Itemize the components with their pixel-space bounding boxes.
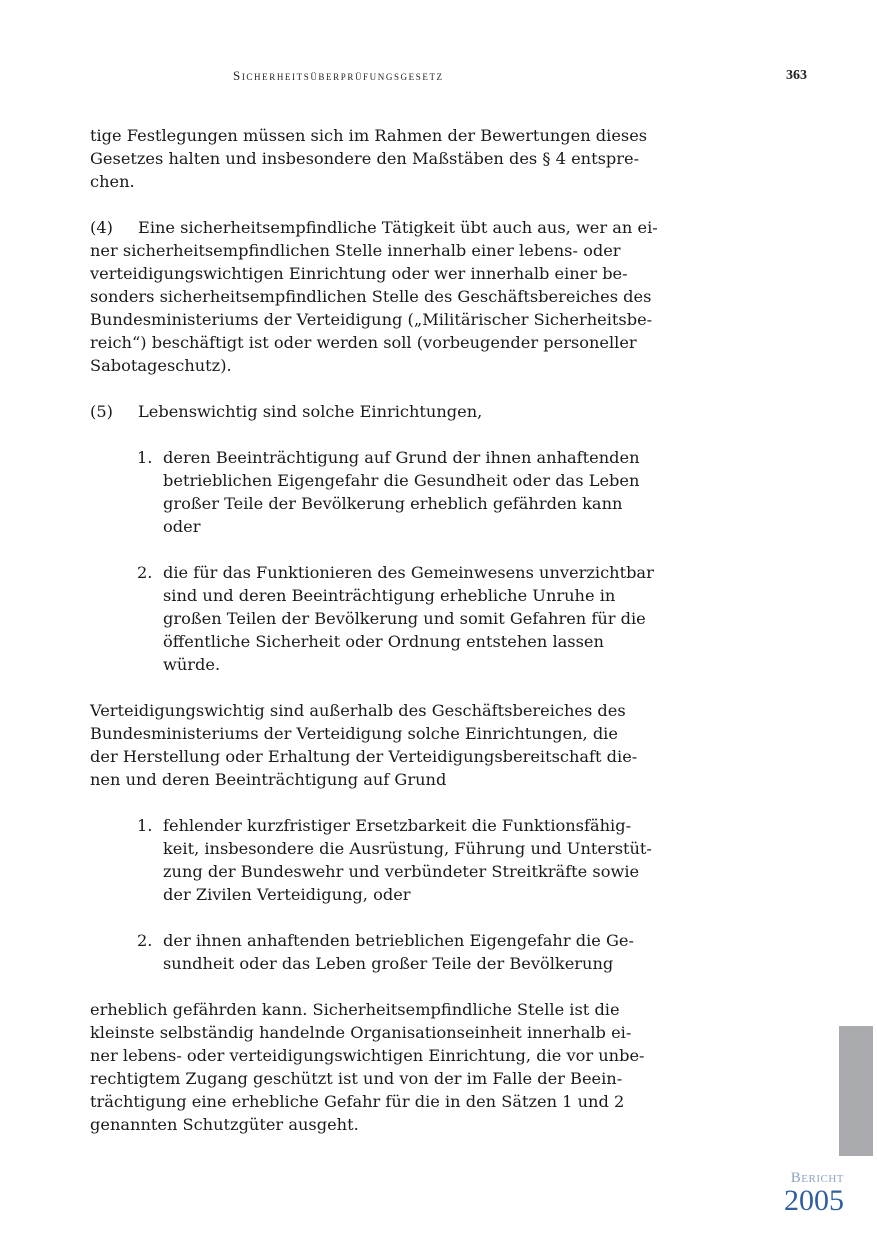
text-line: öffentliche Sicherheit oder Ordnung entstehen lassen xyxy=(163,632,604,651)
text-line: betrieblichen Eigengefahr die Gesundheit oder das Leben xyxy=(163,471,640,490)
paragraph-defence xyxy=(90,699,650,791)
list-item-number: 2. xyxy=(137,563,153,582)
text-line: fehlender kurzfristiger Ersetzbarkeit die Funktionsfähig- xyxy=(163,816,632,835)
text-line: rechtigtem Zugang geschützt ist und von der im Falle der Beein- xyxy=(90,1069,623,1088)
text-line: der Herstellung oder Erhaltung der Verteidigungsbereitschaft die- xyxy=(90,747,638,766)
text-line: oder xyxy=(163,517,201,536)
text-line: chen. xyxy=(90,172,135,191)
text-line: die für das Funktionieren des Gemeinwesens unverzichtbar xyxy=(163,563,654,582)
report-label: Bericht xyxy=(790,1170,844,1186)
text-line: würde. xyxy=(163,655,221,674)
text-line: Lebenswichtig sind solche Einrichtungen, xyxy=(138,402,483,421)
text-line: Verteidigungswichtig sind außerhalb des Geschäftsbereiches des xyxy=(90,701,626,720)
text-line: tige Festlegungen müssen sich im Rahmen der Bewertungen dieses xyxy=(90,126,648,145)
text-line: nen und deren Beeinträchtigung auf Grund xyxy=(90,770,447,789)
list-item xyxy=(90,446,650,538)
text-line: Eine sicherheitsempfindliche Tätigkeit übt auch aus, wer an ei- xyxy=(138,218,658,237)
text-line: Bundesministeriums der Verteidigung („Militärischer Sicherheitsbe- xyxy=(90,310,653,329)
list-item-number: 1. xyxy=(137,448,153,467)
text-line: Bundesministeriums der Verteidigung solche Einrichtungen, die xyxy=(90,724,618,743)
list-item xyxy=(90,929,650,975)
page-number: 363 xyxy=(786,68,807,83)
paragraph-sensitive-area xyxy=(90,998,650,1136)
text-line: Gesetzes halten und insbesondere den Maßstäben des § 4 entspre- xyxy=(90,149,640,168)
text-line: keit, insbesondere die Ausrüstung, Führung und Unterstüt- xyxy=(163,839,652,858)
report-year: 2005 xyxy=(784,1184,844,1217)
text-line: großer Teile der Bevölkerung erheblich gefährden kann xyxy=(163,494,623,513)
text-line: ner sicherheitsempfindlichen Stelle innerhalb einer lebens- oder xyxy=(90,241,621,260)
paragraph-continuation xyxy=(90,124,650,193)
paragraph-label: (4) xyxy=(90,218,113,237)
list-item xyxy=(90,561,654,676)
text-line: sind und deren Beeinträchtigung erhebliche Unruhe in xyxy=(163,586,616,605)
text-line: verteidigungswichtigen Einrichtung oder wer innerhalb einer be- xyxy=(90,264,628,283)
paragraph-5 xyxy=(90,400,650,423)
text-line: kleinste selbständig handelnde Organisationseinheit innerhalb ei- xyxy=(90,1023,632,1042)
text-line: deren Beeinträchtigung auf Grund der ihnen anhaftenden xyxy=(163,448,640,467)
text-line: genannten Schutzgüter ausgeht. xyxy=(90,1115,359,1134)
text-line: der Zivilen Verteidigung, oder xyxy=(163,885,411,904)
list-item-number: 1. xyxy=(137,816,153,835)
text-line: sundheit oder das Leben großer Teile der Bevölkerung xyxy=(163,954,614,973)
side-marker-bar xyxy=(839,1026,873,1156)
text-line: sonders sicherheitsempfindlichen Stelle des Geschäftsbereiches des xyxy=(90,287,652,306)
list-item-number: 2. xyxy=(137,931,153,950)
text-line: reich“) beschäftigt ist oder werden soll (vorbeugender personeller xyxy=(90,333,637,352)
paragraph-label: (5) xyxy=(90,402,113,421)
text-line: trächtigung eine erhebliche Gefahr für die in den Sätzen 1 und 2 xyxy=(90,1092,625,1111)
text-line: Sabotageschutz). xyxy=(90,356,232,375)
running-title: Sicherheitsüberprüfungsgesetz xyxy=(233,68,444,83)
paragraph-4 xyxy=(90,216,658,377)
text-line: zung der Bundeswehr und verbündeter Streitkräfte sowie xyxy=(163,862,640,881)
list-item xyxy=(90,814,650,906)
text-line: erheblich gefährden kann. Sicherheitsempfindliche Stelle ist die xyxy=(90,1000,620,1019)
text-line: großen Teilen der Bevölkerung und somit Gefahren für die xyxy=(163,609,646,628)
text-line: der ihnen anhaftenden betrieblichen Eigengefahr die Ge- xyxy=(163,931,634,950)
text-line: ner lebens- oder verteidigungswichtigen Einrichtung, die vor unbe- xyxy=(90,1046,645,1065)
page-body xyxy=(90,124,658,1136)
